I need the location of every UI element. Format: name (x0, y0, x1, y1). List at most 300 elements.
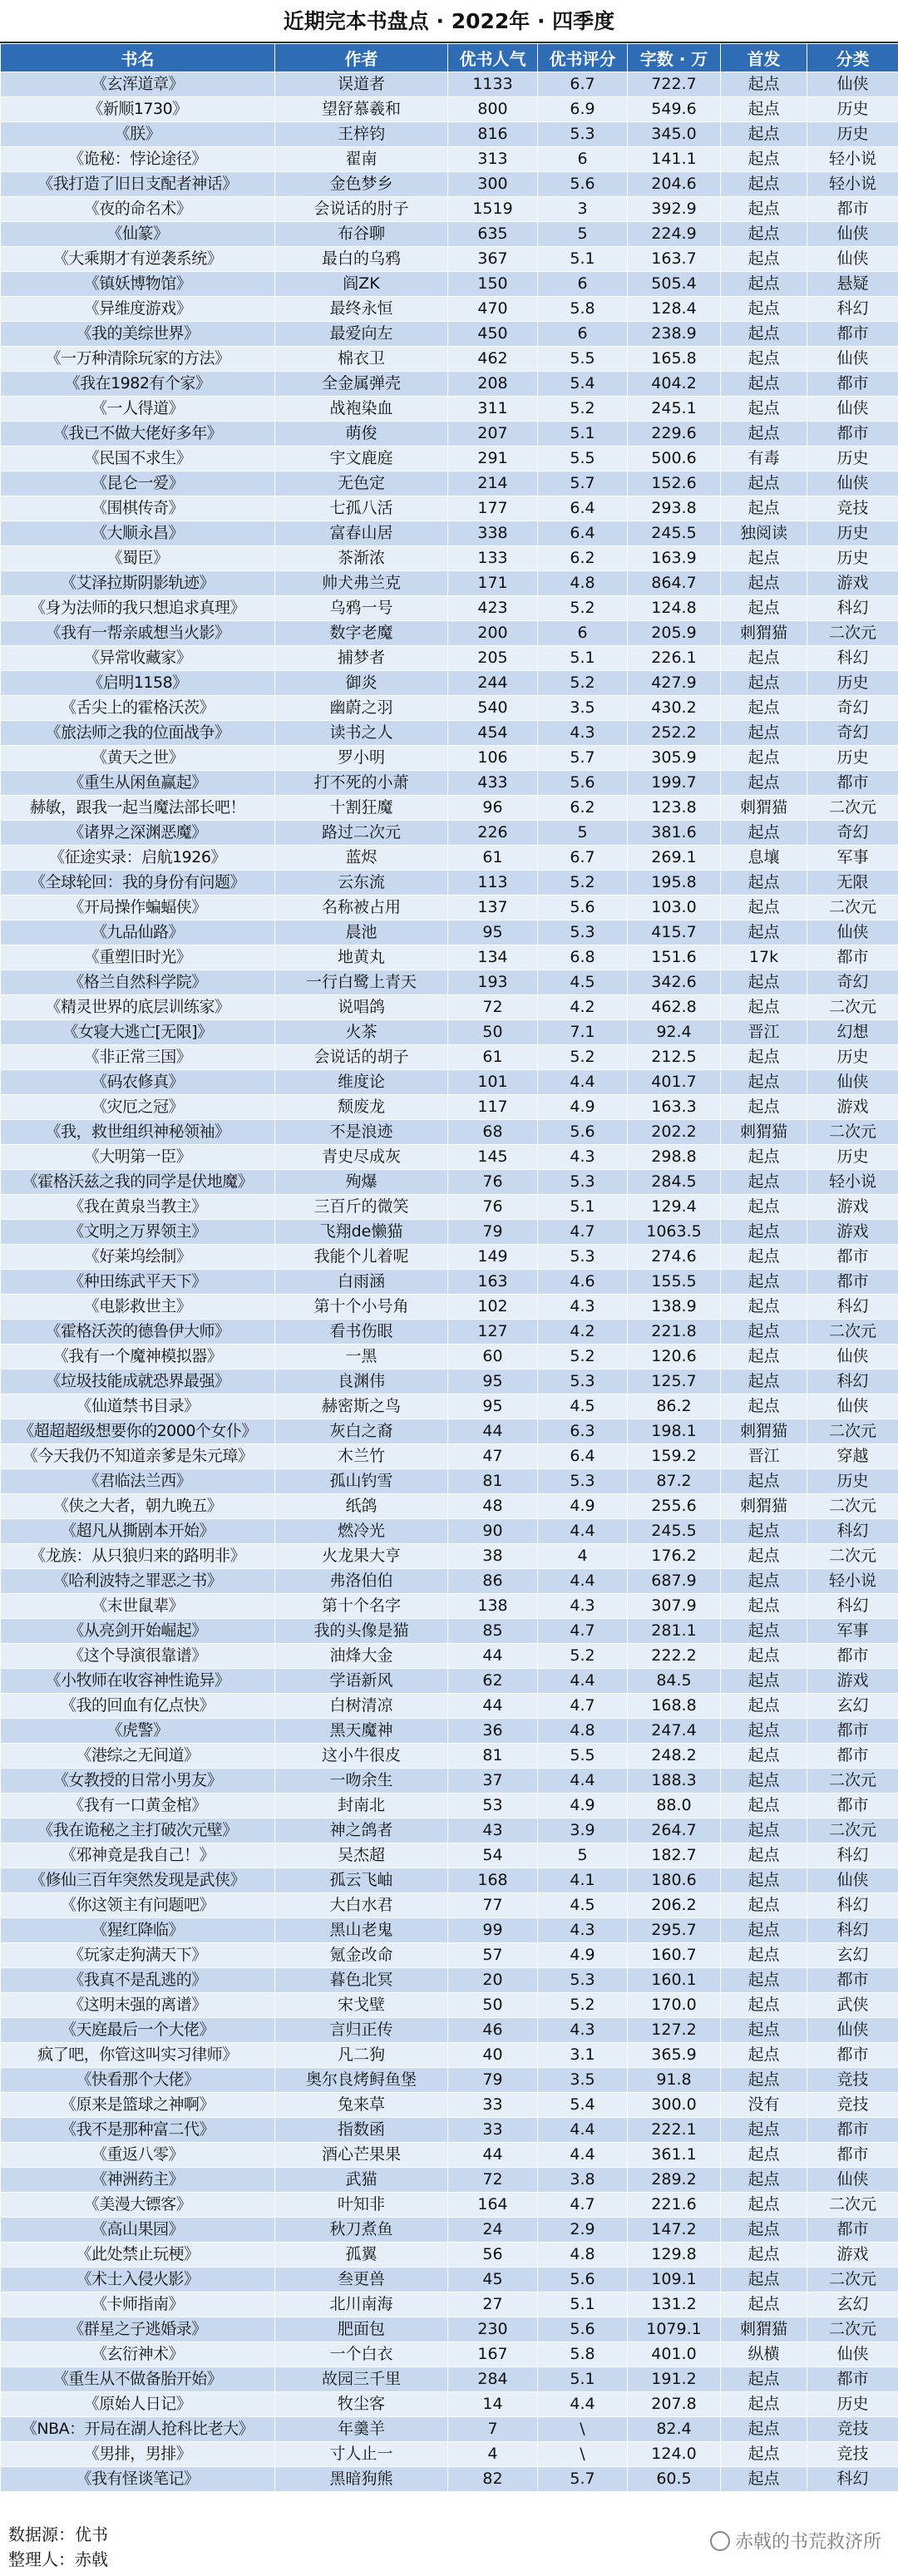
table-row[interactable] (1, 2467, 898, 2492)
table-row[interactable] (1, 1195, 898, 1220)
cell-platform: 起点 (721, 1270, 807, 1295)
col-header-platform[interactable]: 首发 (721, 44, 807, 72)
cell-author: 望舒慕羲和 (275, 97, 448, 122)
table-row[interactable] (1, 1694, 898, 1719)
cell-popularity: 635 (448, 222, 538, 247)
cell-popularity: 145 (448, 1145, 538, 1170)
table-row[interactable] (1, 2392, 898, 2417)
table-row[interactable] (1, 147, 898, 172)
cell-word-count: 687.9 (628, 1569, 721, 1594)
cell-category: 游戏 (807, 2243, 898, 2268)
cell-rating: 3.8 (538, 2168, 628, 2193)
cell-platform: 起点 (721, 1394, 807, 1419)
table-row[interactable] (1, 1394, 898, 1419)
cell-word-count: 229.6 (628, 422, 721, 447)
cell-title: 《非正常三国》 (1, 1045, 275, 1070)
cell-title: 《夜的命名术》 (1, 197, 275, 222)
cell-author: 颓废龙 (275, 1095, 448, 1120)
table-row[interactable] (1, 2193, 898, 2218)
cell-author: 萌俊 (275, 422, 448, 447)
cell-word-count: 88.0 (628, 1794, 721, 1818)
cell-popularity: 167 (448, 2342, 538, 2367)
cell-platform: 起点 (721, 2467, 807, 2492)
cell-author: 弗洛伯伯 (275, 1569, 448, 1594)
cell-category: 二次元 (807, 2268, 898, 2292)
cell-rating: 5.6 (538, 2268, 628, 2292)
cell-popularity: 44 (448, 2143, 538, 2168)
table-row[interactable] (1, 671, 898, 696)
cell-word-count: 207.8 (628, 2392, 721, 2417)
table-row[interactable] (1, 496, 898, 521)
cell-platform: 起点 (721, 97, 807, 122)
cell-rating: 5.1 (538, 247, 628, 272)
table-row[interactable] (1, 1145, 898, 1170)
col-header-author[interactable]: 作者 (275, 44, 448, 72)
cell-category: 悬疑 (807, 272, 898, 297)
table-row[interactable] (1, 2118, 898, 2143)
cell-word-count: 284.5 (628, 1170, 721, 1195)
cell-platform: 起点 (721, 1594, 807, 1619)
table-row[interactable] (1, 1120, 898, 1145)
cell-author: 武猫 (275, 2168, 448, 2193)
cell-popularity: 38 (448, 1544, 538, 1569)
cell-word-count: 176.2 (628, 1544, 721, 1569)
table-row[interactable] (1, 1170, 898, 1195)
cell-platform: 起点 (721, 970, 807, 995)
cell-author: 白树清凉 (275, 1694, 448, 1719)
cell-rating: 6 (538, 272, 628, 297)
cell-popularity: 454 (448, 721, 538, 746)
cell-word-count: 361.1 (628, 2143, 721, 2168)
table-row[interactable] (1, 297, 898, 322)
cell-author: 暮色北冥 (275, 1968, 448, 1993)
table-row[interactable] (1, 422, 898, 447)
cell-title: 《大乘期才有逆袭系统》 (1, 247, 275, 272)
table-row[interactable] (1, 2243, 898, 2268)
cell-category: 科幻 (807, 1594, 898, 1619)
table-row[interactable] (1, 621, 898, 646)
cell-author: 最爱向左 (275, 322, 448, 347)
table-row[interactable] (1, 970, 898, 995)
table-row[interactable] (1, 871, 898, 896)
cell-popularity: 44 (448, 1694, 538, 1719)
table-row[interactable] (1, 1744, 898, 1769)
cell-popularity: 207 (448, 422, 538, 447)
table-row[interactable] (1, 521, 898, 546)
table-row[interactable] (1, 846, 898, 871)
cell-author: 酒心芒果果 (275, 2143, 448, 2168)
cell-platform: 起点 (721, 1569, 807, 1594)
cell-word-count: 103.0 (628, 896, 721, 920)
cell-author: 路过二次元 (275, 821, 448, 846)
cell-rating: 5 (538, 222, 628, 247)
cell-title: 《我在诡秘之主打破次元壁》 (1, 1818, 275, 1843)
cell-category: 科幻 (807, 1295, 898, 1320)
cell-platform: 起点 (721, 147, 807, 172)
cell-author: 我的头像是猫 (275, 1619, 448, 1644)
table-row[interactable] (1, 771, 898, 796)
cell-popularity: 76 (448, 1170, 538, 1195)
cell-title: 《天庭最后一个大佬》 (1, 2018, 275, 2043)
col-header-word-count[interactable]: 字数 · 万 (628, 44, 721, 72)
cell-popularity: 4 (448, 2442, 538, 2467)
table-row[interactable] (1, 920, 898, 945)
cell-category: 仙侠 (807, 1868, 898, 1893)
cell-author: 捕梦者 (275, 646, 448, 671)
cell-title: 《身为法师的我只想追求真理》 (1, 596, 275, 621)
table-row[interactable] (1, 172, 898, 197)
cell-category: 游戏 (807, 1195, 898, 1220)
cell-rating: 4.9 (538, 1794, 628, 1818)
table-row[interactable] (1, 372, 898, 397)
cell-category: 仙侠 (807, 397, 898, 422)
cell-platform: 起点 (721, 596, 807, 621)
cell-title: 《神洲药主》 (1, 2168, 275, 2193)
cell-popularity: 171 (448, 571, 538, 596)
cell-platform: 起点 (721, 2292, 807, 2317)
cell-author: 说唱鸽 (275, 995, 448, 1020)
table-row[interactable] (1, 1320, 898, 1345)
table-row[interactable] (1, 1918, 898, 1943)
table-row[interactable] (1, 1594, 898, 1619)
cell-author: 宋戈壁 (275, 1993, 448, 2018)
cell-title: 《好莱坞绘制》 (1, 1245, 275, 1270)
table-row[interactable] (1, 1469, 898, 1494)
cell-author: 阎ZK (275, 272, 448, 297)
cell-title: 疯了吧，你管这叫实习律师》 (1, 2043, 275, 2068)
table-row[interactable] (1, 1943, 898, 1968)
cell-platform: 起点 (721, 372, 807, 397)
cell-rating: 5.3 (538, 920, 628, 945)
table-row[interactable] (1, 1419, 898, 1444)
table-row[interactable] (1, 1519, 898, 1544)
table-row[interactable] (1, 571, 898, 596)
cell-platform: 起点 (721, 347, 807, 372)
table-row[interactable] (1, 896, 898, 920)
cell-author: 地黄丸 (275, 945, 448, 970)
cell-author: 殉爆 (275, 1170, 448, 1195)
cell-category: 科幻 (807, 646, 898, 671)
cell-title: 《男排，男排》 (1, 2442, 275, 2467)
cell-title: 《我已不做大佬好多年》 (1, 422, 275, 447)
table-row[interactable] (1, 1544, 898, 1569)
table-row[interactable] (1, 2168, 898, 2193)
cell-word-count: 182.7 (628, 1843, 721, 1868)
cell-word-count: 221.6 (628, 2193, 721, 2218)
cell-title: 《重塑旧时光》 (1, 945, 275, 970)
cell-word-count: 221.8 (628, 1320, 721, 1345)
cell-popularity: 57 (448, 1943, 538, 1968)
table-row[interactable] (1, 995, 898, 1020)
cell-title: 《美漫大镖客》 (1, 2193, 275, 2218)
cell-author: 黑天魔神 (275, 1719, 448, 1744)
cell-title: 《超凡从撕剧本开始》 (1, 1519, 275, 1544)
cell-word-count: 224.9 (628, 222, 721, 247)
cell-title: 《种田练武平天下》 (1, 1270, 275, 1295)
cell-title: 《朕》 (1, 122, 275, 147)
cell-popularity: 284 (448, 2367, 538, 2392)
table-row[interactable] (1, 1045, 898, 1070)
table-row[interactable] (1, 447, 898, 471)
cell-platform: 起点 (721, 2043, 807, 2068)
table-row[interactable] (1, 397, 898, 422)
table-row[interactable] (1, 1369, 898, 1394)
table-row[interactable] (1, 122, 898, 147)
cell-platform: 起点 (721, 1918, 807, 1943)
cell-word-count: 206.2 (628, 1893, 721, 1918)
cell-rating: 5.2 (538, 596, 628, 621)
col-header-rating[interactable]: 优书评分 (538, 44, 628, 72)
cell-rating: 5.8 (538, 2342, 628, 2367)
cell-word-count: 198.1 (628, 1419, 721, 1444)
table-row[interactable] (1, 2442, 898, 2467)
cell-rating: 5.4 (538, 2093, 628, 2118)
cell-category: 仙侠 (807, 2342, 898, 2367)
cell-category: 仙侠 (807, 72, 898, 97)
cell-platform: 起点 (721, 72, 807, 97)
cell-author: 指数函 (275, 2118, 448, 2143)
table-row[interactable] (1, 1794, 898, 1818)
table-row[interactable] (1, 1020, 898, 1045)
cell-platform: 刺猬猫 (721, 2317, 807, 2342)
table-row[interactable] (1, 2218, 898, 2243)
table-row[interactable] (1, 1843, 898, 1868)
table-row[interactable] (1, 821, 898, 846)
cell-platform: 起点 (721, 397, 807, 422)
cell-author: 孤翼 (275, 2243, 448, 2268)
table-row[interactable] (1, 347, 898, 372)
table-row[interactable] (1, 1444, 898, 1469)
cell-author: 最终永恒 (275, 297, 448, 322)
cell-popularity: 134 (448, 945, 538, 970)
cell-popularity: 62 (448, 1669, 538, 1694)
table-row[interactable] (1, 1669, 898, 1694)
cell-title: 《征途实录：启航1926》 (1, 846, 275, 871)
table-row[interactable] (1, 2367, 898, 2392)
col-header-title[interactable]: 书名 (1, 44, 275, 72)
cell-title: 《一万种清除玩家的方法》 (1, 347, 275, 372)
cell-author: 神之鸽者 (275, 1818, 448, 1843)
cell-author: 幽蔚之羽 (275, 696, 448, 721)
cell-author: 会说话的肘子 (275, 197, 448, 222)
cell-word-count: 138.9 (628, 1295, 721, 1320)
cell-category: 游戏 (807, 1669, 898, 1694)
table-row[interactable] (1, 197, 898, 222)
cell-author: 富春山居 (275, 521, 448, 546)
table-row[interactable] (1, 2268, 898, 2292)
table-row[interactable] (1, 646, 898, 671)
table-row[interactable] (1, 2018, 898, 2043)
table-row[interactable] (1, 2417, 898, 2442)
col-header-category[interactable]: 分类 (807, 44, 898, 72)
cell-title: 《黄天之世》 (1, 746, 275, 771)
cell-rating: 4.9 (538, 1494, 628, 1519)
cell-word-count: 222.2 (628, 1644, 721, 1669)
cell-platform: 起点 (721, 297, 807, 322)
cell-title: 《哈利波特之罪恶之书》 (1, 1569, 275, 1594)
table-row[interactable] (1, 746, 898, 771)
cell-platform: 起点 (721, 1769, 807, 1794)
cell-title: 赫敏，跟我一起当魔法部长吧！ (1, 796, 275, 821)
cell-word-count: 155.5 (628, 1270, 721, 1295)
cell-category: 二次元 (807, 1818, 898, 1843)
table-row[interactable] (1, 1494, 898, 1519)
table-row[interactable] (1, 796, 898, 821)
cell-popularity: 44 (448, 1419, 538, 1444)
cell-platform: 起点 (721, 771, 807, 796)
cell-popularity: 1133 (448, 72, 538, 97)
cell-category: 历史 (807, 1469, 898, 1494)
table-row[interactable] (1, 272, 898, 297)
cell-title: 《超超超级想要你的2000个女仆》 (1, 1419, 275, 1444)
cell-popularity: 27 (448, 2292, 538, 2317)
cell-category: 科幻 (807, 596, 898, 621)
cell-platform: 起点 (721, 1843, 807, 1868)
table-row[interactable] (1, 1868, 898, 1893)
book-rows (1, 72, 898, 2492)
table-row[interactable] (1, 1818, 898, 1843)
cell-popularity: 244 (448, 671, 538, 696)
cell-rating: 4.8 (538, 571, 628, 596)
table-row[interactable] (1, 1893, 898, 1918)
table-row[interactable] (1, 222, 898, 247)
table-row[interactable] (1, 1295, 898, 1320)
cell-rating: 5.5 (538, 347, 628, 372)
table-row[interactable] (1, 247, 898, 272)
cell-popularity: 450 (448, 322, 538, 347)
table-row[interactable] (1, 2093, 898, 2118)
col-header-popularity[interactable]: 优书人气 (448, 44, 538, 72)
cell-title: 《玩家走狗满天下》 (1, 1943, 275, 1968)
cell-title: 《修仙三百年突然发现是武侠》 (1, 1868, 275, 1893)
cell-category: 科幻 (807, 1843, 898, 1868)
cell-word-count: 129.8 (628, 2243, 721, 2268)
cell-popularity: 33 (448, 2093, 538, 2118)
cell-rating: 3 (538, 197, 628, 222)
cell-category: 仙侠 (807, 347, 898, 372)
cell-category: 无限 (807, 871, 898, 896)
table-row[interactable] (1, 97, 898, 122)
table-row[interactable] (1, 2292, 898, 2317)
cell-author: 无色定 (275, 471, 448, 496)
cell-category: 都市 (807, 1270, 898, 1295)
cell-author: 十割狂魔 (275, 796, 448, 821)
cell-title: 《灾厄之冠》 (1, 1095, 275, 1120)
cell-word-count: 245.5 (628, 521, 721, 546)
table-row[interactable] (1, 1968, 898, 1993)
table-row[interactable] (1, 2317, 898, 2342)
cell-word-count: 427.9 (628, 671, 721, 696)
cell-author: 读书之人 (275, 721, 448, 746)
cell-category: 二次元 (807, 1494, 898, 1519)
table-row[interactable] (1, 2068, 898, 2093)
cell-title: 《港综之无间道》 (1, 1744, 275, 1769)
cell-rating: 5.1 (538, 646, 628, 671)
cell-rating: 5.3 (538, 1469, 628, 1494)
cell-word-count: 82.4 (628, 2417, 721, 2442)
table-row[interactable] (1, 1095, 898, 1120)
cell-category: 都市 (807, 771, 898, 796)
table-row[interactable] (1, 471, 898, 496)
cell-platform: 起点 (721, 2143, 807, 2168)
cell-title: 《我真不是乱逃的》 (1, 1968, 275, 1993)
table-row[interactable] (1, 696, 898, 721)
cell-word-count: 124.0 (628, 2442, 721, 2467)
table-row[interactable] (1, 1993, 898, 2018)
cell-rating: 4.4 (538, 1769, 628, 1794)
cell-category: 历史 (807, 97, 898, 122)
cell-rating: 6 (538, 147, 628, 172)
cell-rating: 4.7 (538, 1619, 628, 1644)
cell-popularity: 40 (448, 2043, 538, 2068)
table-row[interactable] (1, 945, 898, 970)
table-row[interactable] (1, 2342, 898, 2367)
cell-platform: 刺猬猫 (721, 796, 807, 821)
cell-platform: 起点 (721, 2218, 807, 2243)
table-row[interactable] (1, 721, 898, 746)
table-row[interactable] (1, 1070, 898, 1095)
cell-category: 二次元 (807, 621, 898, 646)
cell-category: 游戏 (807, 1220, 898, 1245)
table-row[interactable] (1, 1769, 898, 1794)
table-row[interactable] (1, 1719, 898, 1744)
cell-author: 纸鸽 (275, 1494, 448, 1519)
cell-category: 玄幻 (807, 1694, 898, 1719)
table-row[interactable] (1, 72, 898, 97)
cell-rating: 6.7 (538, 846, 628, 871)
cell-platform: 起点 (721, 995, 807, 1020)
cell-author: 会说话的胡子 (275, 1045, 448, 1070)
cell-word-count: 91.8 (628, 2068, 721, 2093)
cell-title: 《我在1982有个家》 (1, 372, 275, 397)
cell-rating: 4.7 (538, 1694, 628, 1719)
cell-platform: 起点 (721, 1519, 807, 1544)
cell-platform: 起点 (721, 247, 807, 272)
cell-category: 仙侠 (807, 1394, 898, 1419)
cell-rating: 7.1 (538, 1020, 628, 1045)
cell-popularity: 20 (448, 1968, 538, 1993)
cell-author: 全金属弹壳 (275, 372, 448, 397)
table-row[interactable] (1, 2143, 898, 2168)
table-row[interactable] (1, 1345, 898, 1369)
cell-rating: 5.2 (538, 871, 628, 896)
table-row[interactable] (1, 1220, 898, 1245)
cell-rating: 6.8 (538, 945, 628, 970)
cell-word-count: 345.0 (628, 122, 721, 147)
table-row[interactable] (1, 1644, 898, 1669)
cell-platform: 刺猬猫 (721, 621, 807, 646)
cell-author: 秋刀煮鱼 (275, 2218, 448, 2243)
table-row[interactable] (1, 322, 898, 347)
table-row[interactable] (1, 1245, 898, 1270)
cell-popularity: 99 (448, 1918, 538, 1943)
cell-rating: 2.9 (538, 2218, 628, 2243)
table-row[interactable] (1, 2043, 898, 2068)
table-row[interactable] (1, 596, 898, 621)
table-row[interactable] (1, 546, 898, 571)
table-row[interactable] (1, 1619, 898, 1644)
cell-word-count: 125.7 (628, 1369, 721, 1394)
table-row[interactable] (1, 1270, 898, 1295)
cell-author: 青史尽成灰 (275, 1145, 448, 1170)
cell-word-count: 255.6 (628, 1494, 721, 1519)
cell-platform: 起点 (721, 1045, 807, 1070)
cell-category: 二次元 (807, 1120, 898, 1145)
cell-title: 《格兰自然科学院》 (1, 970, 275, 995)
cell-popularity: 36 (448, 1719, 538, 1744)
cell-word-count: 269.1 (628, 846, 721, 871)
table-row[interactable] (1, 1569, 898, 1594)
